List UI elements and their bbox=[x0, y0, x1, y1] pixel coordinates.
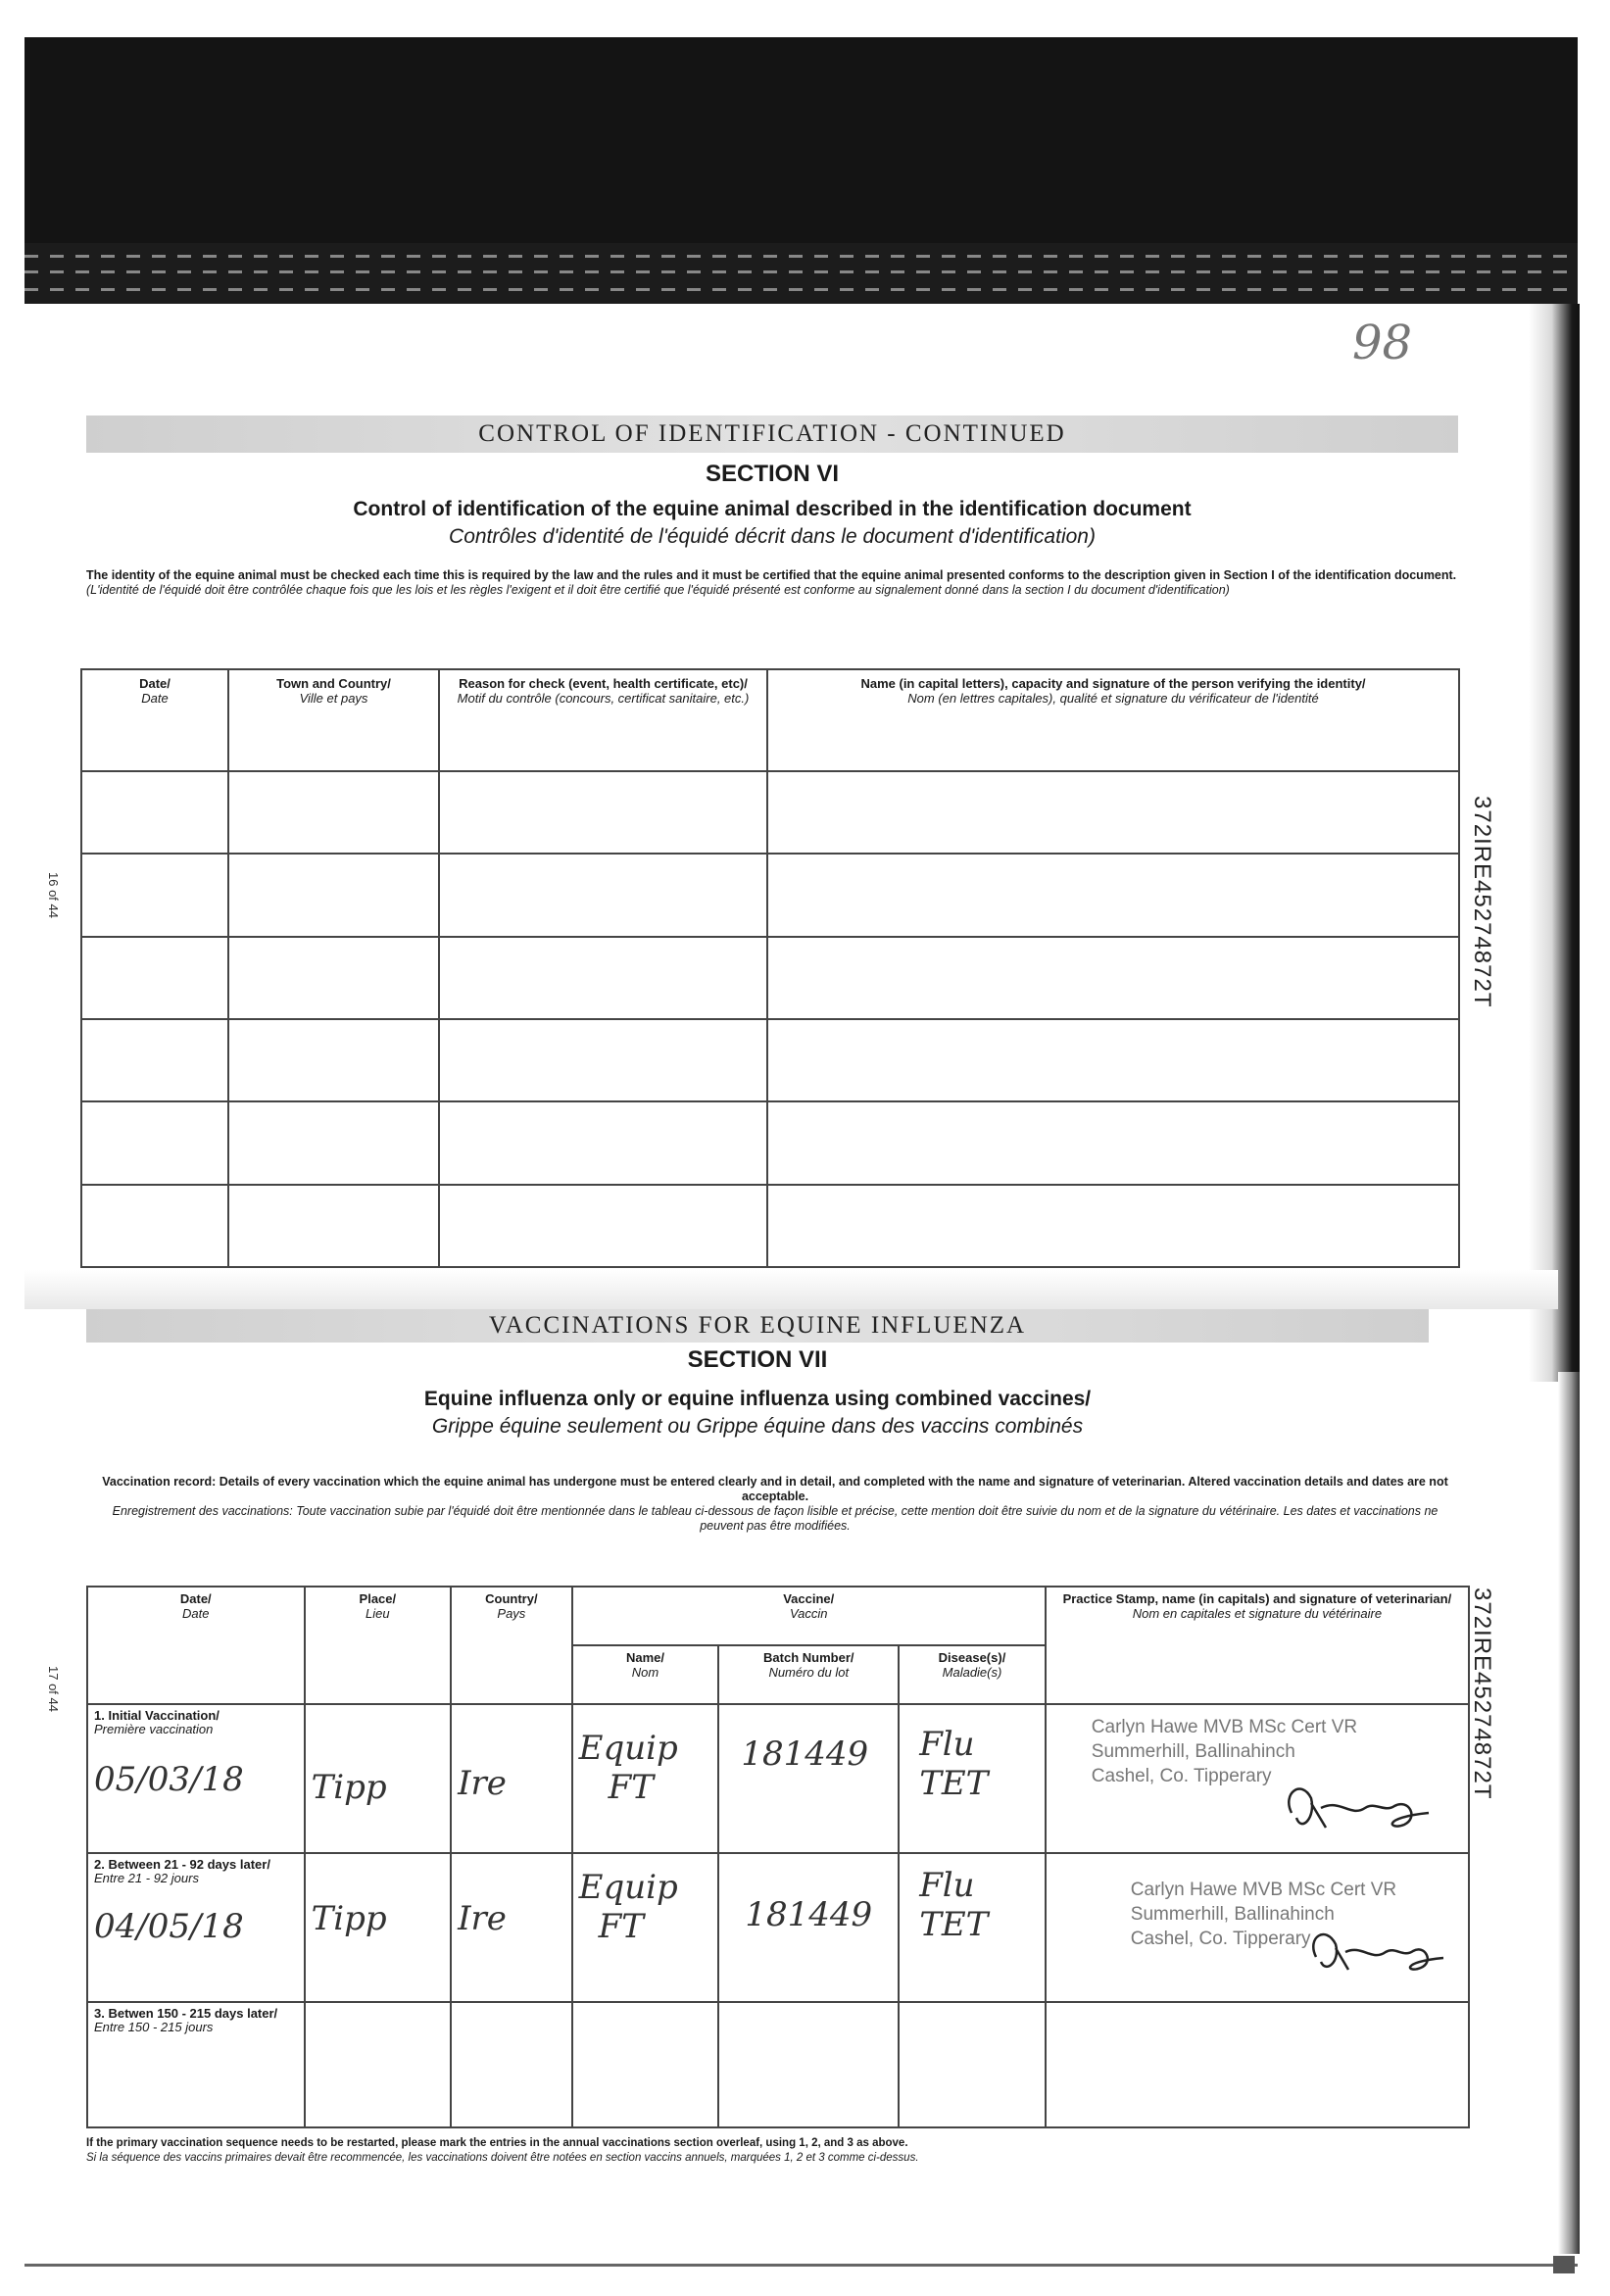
bottom-corner-mark bbox=[1553, 2256, 1575, 2273]
row2-name-1: Equip bbox=[578, 1868, 678, 1907]
row2-name-2: FT bbox=[598, 1907, 644, 1946]
row2-country-cell[interactable] bbox=[451, 1853, 572, 2002]
row2-date: 04/05/18 bbox=[94, 1907, 244, 1946]
page-edge-shadow bbox=[1529, 304, 1580, 1382]
page-fold bbox=[24, 1270, 1558, 1309]
table-row bbox=[81, 1101, 1459, 1184]
row2-place-cell[interactable] bbox=[305, 1853, 452, 2002]
id-code-lower: 372IRE45274872T bbox=[1469, 1588, 1495, 1800]
row1-stamp: Carlyn Hawe MVB MSc Cert VR Summerhill, Ballinahinch Cashel, Co. Tipperary bbox=[1091, 1717, 1358, 1786]
table-row bbox=[87, 1704, 1469, 1853]
row1-date: 05/03/18 bbox=[94, 1760, 244, 1799]
h-date: Date/ Date bbox=[87, 1587, 305, 1704]
section7-footnote bbox=[86, 2136, 1478, 2166]
table-row bbox=[81, 854, 1459, 936]
h-place: Place/ Lieu bbox=[305, 1587, 452, 1704]
scan-dark-area bbox=[24, 37, 1578, 243]
row1-name-2: FT bbox=[608, 1768, 654, 1807]
row3-date-cell[interactable] bbox=[87, 2002, 305, 2127]
section7-heading: SECTION VII bbox=[687, 1346, 828, 1373]
section6-intro-en: The identity of the equine animal must be checked each time this is required by the law and the rules and it must be certified that the equine animal presented conforms to the description given in Section I of the identification document. bbox=[86, 568, 1457, 582]
section7-band-title: VACCINATIONS FOR EQUINE INFLUENZA bbox=[488, 1312, 1027, 1339]
section7-title-fr: Grippe équine seulement ou Grippe équine dans des vaccins combinés bbox=[431, 1415, 1084, 1438]
row2-batch: 181449 bbox=[745, 1895, 873, 1934]
row1-place: Tipp bbox=[311, 1768, 387, 1807]
page-edge-shadow-lower bbox=[1558, 1372, 1580, 2254]
scan-dash-area bbox=[24, 243, 1578, 304]
row2-disease-cell[interactable] bbox=[899, 1853, 1046, 2002]
row2-name-cell[interactable] bbox=[572, 1853, 719, 2002]
section7-record-fr: Enregistrement des vaccinations: Toute vaccination subie par l'équidé doit être mentionnée dans le tableau ci-dessous de façon lisible et précise, cette mention doit être suivie du nom et de la signature du vétérinaire. Les dates et vaccinations ne peuvent pas être modifiées. bbox=[112, 1504, 1439, 1533]
section6-band-title: CONTROL OF IDENTIFICATION - CONTINUED bbox=[478, 420, 1066, 447]
row1-place-cell[interactable] bbox=[305, 1704, 452, 1853]
section6-intro-fr: (L'identité de l'équidé doit être contrôlée chaque fois que les lois et les règles l'exigent et il doit être certifié que l'équidé présenté est conforme au signalement donné dans la section I du document d'identification) bbox=[86, 583, 1230, 597]
section7-record-en: Vaccination record: Details of every vaccination which the equine animal has undergone must be entered clearly and in detail, and completed with the name and signature of veterinarian. Altered vaccination details and dates are not acceptable. bbox=[102, 1475, 1448, 1503]
row2-signature bbox=[1301, 1923, 1448, 1981]
row2-disease-1: Flu bbox=[919, 1866, 975, 1905]
row1-signature bbox=[1272, 1774, 1439, 1842]
col-date: Date/ Date bbox=[81, 669, 228, 771]
row1-disease-cell[interactable] bbox=[899, 1704, 1046, 1853]
row2-batch-cell[interactable] bbox=[718, 1853, 899, 2002]
section6-heading: SECTION VI bbox=[705, 461, 840, 487]
section7-record bbox=[94, 1475, 1456, 1534]
row1-date-cell[interactable] bbox=[87, 1704, 305, 1853]
row1-disease-2: TET bbox=[919, 1764, 989, 1803]
row2-place: Tipp bbox=[311, 1899, 387, 1938]
row1-name-1: Equip bbox=[578, 1729, 678, 1768]
handwritten-page-mark: 98 bbox=[1352, 316, 1413, 370]
section7-band bbox=[86, 1309, 1429, 1343]
section6-band bbox=[86, 415, 1458, 453]
table-row bbox=[87, 1853, 1469, 2002]
row2-stamp: Carlyn Hawe MVB MSc Cert VR Summerhill, Ballinahinch Cashel, Co. Tipperary bbox=[1130, 1880, 1397, 1949]
row3-label: 3. Betwen 150 - 215 days later/ Entre 150 - 215 jours bbox=[94, 2006, 278, 2034]
col-town: Town and Country/ Ville et pays bbox=[228, 669, 439, 771]
h-country: Country/ Pays bbox=[451, 1587, 572, 1704]
row2-stamp-cell[interactable] bbox=[1046, 1853, 1469, 2002]
table-row bbox=[81, 771, 1459, 854]
row1-stamp-cell[interactable] bbox=[1046, 1704, 1469, 1853]
table-row bbox=[81, 1185, 1459, 1267]
col-verifier: Name (in capital letters), capacity and signature of the person verifying the identity/ Nom (en lettres capitales), qualité et signature du vérificateur de l'identité bbox=[767, 669, 1459, 771]
row1-disease-1: Flu bbox=[919, 1725, 975, 1764]
row2-disease-2: TET bbox=[919, 1905, 989, 1944]
h-batch: Batch Number/ Numéro du lot bbox=[718, 1645, 899, 1704]
row1-name-cell[interactable] bbox=[572, 1704, 719, 1853]
footnote-en: If the primary vaccination sequence needs to be restarted, please mark the entries in the annual vaccinations section overleaf, using 1, 2, and 3 as above. bbox=[86, 2137, 908, 2149]
section6-title-fr: Contrôles d'identité de l'équidé décrit dans le document d'identification) bbox=[449, 525, 1096, 548]
row1-country-cell[interactable] bbox=[451, 1704, 572, 1853]
section6-intro bbox=[86, 568, 1458, 598]
section7-title-en: Equine influenza only or equine influenza using combined vaccines/ bbox=[423, 1388, 1092, 1410]
table-row bbox=[81, 937, 1459, 1019]
page-number-lower: 17 of 44 bbox=[46, 1666, 61, 1712]
h-disease: Disease(s)/ Maladie(s) bbox=[899, 1645, 1046, 1704]
row1-batch-cell[interactable] bbox=[718, 1704, 899, 1853]
table-row bbox=[81, 1019, 1459, 1101]
h-name: Name/ Nom bbox=[572, 1645, 719, 1704]
identification-check-table bbox=[80, 668, 1460, 1268]
h-stamp: Practice Stamp, name (in capitals) and signature of veterinarian/ Nom en capitales et signature du vétérinaire bbox=[1046, 1587, 1469, 1704]
section6-title-en: Control of identification of the equine animal described in the identification document bbox=[353, 498, 1192, 520]
row2-label: 2. Between 21 - 92 days later/ Entre 21 - 92 jours bbox=[94, 1857, 270, 1885]
table-row bbox=[87, 2002, 1469, 2127]
row1-country: Ire bbox=[458, 1764, 507, 1803]
page-number-upper: 16 of 44 bbox=[46, 872, 61, 918]
footnote-fr: Si la séquence des vaccins primaires devait être recommencée, les vaccinations doivent être notées en section vaccins annuels, marquées 1, 2 et 3 comme ci-dessus. bbox=[86, 2152, 919, 2164]
row2-date-cell[interactable] bbox=[87, 1853, 305, 2002]
id-code-upper: 372IRE45274872T bbox=[1469, 796, 1495, 1008]
row1-batch: 181449 bbox=[741, 1734, 869, 1774]
bottom-scan-line bbox=[24, 2264, 1578, 2267]
row2-country: Ire bbox=[458, 1899, 507, 1938]
vaccination-table bbox=[86, 1586, 1470, 2128]
h-vaccine: Vaccine/ Vaccin bbox=[572, 1587, 1046, 1645]
col-reason: Reason for check (event, health certificate, etc)/ Motif du contrôle (concours, certificat sanitaire, etc.) bbox=[439, 669, 767, 771]
row1-label: 1. Initial Vaccination/ Première vaccination bbox=[94, 1708, 220, 1736]
